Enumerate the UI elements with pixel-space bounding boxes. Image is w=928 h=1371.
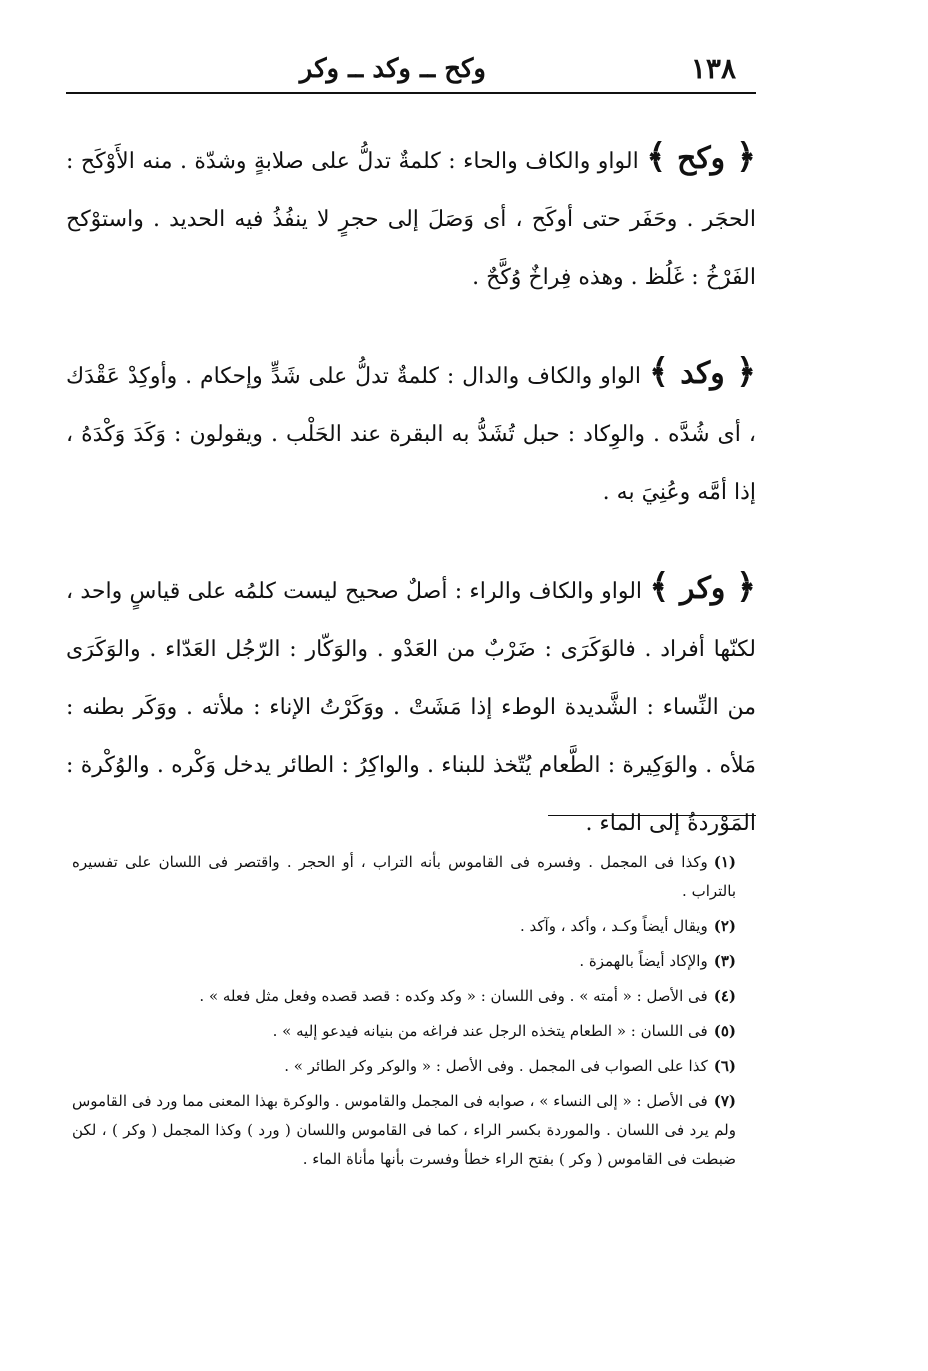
footnote — [72, 1017, 736, 1046]
entry-paragraph — [66, 128, 756, 307]
page-header — [66, 52, 756, 94]
footnote-text: فى الأصل : « أمته » . وفى اللسان : « وكد وكده : قصد قصده وفعل مثل فعله » . — [199, 987, 708, 1005]
entry-headword: ﴿ وكح ﴾ — [646, 137, 757, 177]
entry-text: الواو والكاف والحاء : كلمةٌ تدلُّ على صلابةٍ وشدّة . منه الأَوْكَح : الحجَر . وحَفَر حتى أوكَح ، أى وَصَلَ إلى حجرٍ لا ينفُذُ فيه الحديد . واستوْكح الفَرْخُ : غَلُظ . وهذه فِراخٌ وُكَّحٌ . — [66, 149, 756, 290]
footnote-number: (٧) — [713, 1092, 736, 1110]
footnote-text: فى الأصل : « إلى النساء » ، صوابه فى المجمل والقاموس . والوكرة بهذا المعنى مما ورد فى القاموس ولم يرد فى اللسان . والموردة بكسر الراء ، كما فى القاموس واللسان ( ورد ) وكذا المجمل ( وكر ) ، لكن ضبطت فى القاموس ( وكر ) بفتح الراء خطأ وفسرت بأنها مأناة الماء . — [72, 1092, 736, 1168]
footnote-number: (٣) — [713, 952, 736, 970]
entry-wkr — [66, 558, 756, 853]
footnote — [72, 912, 736, 941]
footnote-divider — [548, 815, 756, 816]
entry-paragraph — [66, 558, 756, 853]
footnote — [72, 1087, 736, 1174]
footnote-number: (١) — [713, 853, 736, 871]
footnote-number: (٦) — [713, 1057, 736, 1075]
footnote-text: فى اللسان : « الطعام يتخذه الرجل عند فراغه من بنيانه فيدعو إليه » . — [272, 1022, 708, 1040]
entry-wkh — [66, 128, 756, 307]
footnote — [72, 848, 736, 906]
dictionary-entries — [66, 128, 756, 889]
entry-headword: ﴿ وكر ﴾ — [649, 567, 757, 607]
page-number: ١٣٨ — [690, 52, 736, 85]
footnote-text: كذا على الصواب فى المجمل . وفى الأصل : « والوكر وكر الطائر » . — [284, 1057, 708, 1075]
footnote-text: والإكاد أيضاً بالهمزة . — [579, 952, 708, 970]
entry-text: الواو والكاف والراء : أصلٌ صحيح ليست كلمُه على قياسٍ واحد ، لكنّها أفراد . فالوَكَرَى : ضَرْبٌ من العَدْو . والوَكّار : الرّجُل العَدّاء . والوَكَرَى من النِّساء : الشَّديدة الوطء إذا مَشَتْ . ووَكَرْتُ الإناء : ملأته . ووَكَر بطنه : مَلأه . والوَكِيرة : الطَّعام يُتّخذ للبناء . والواكِرُ : الطائر يدخل وَكْره . والوُكْرة : المَوْردةُ إلى الماء . — [66, 579, 756, 836]
entry-text: الواو والكاف والدال : كلمةٌ تدلُّ على شَدٍّ وإحكام . وأوكِدْ عَقْدَك ، أى شُدَّه . والوِكاد : حبل تُشَدُّ به البقرة عند الحَلْب . ويقولون : وَكَدَ وَكْدَهُ ، إذا أمَّه وعُنِيَ به . — [66, 364, 756, 505]
footnote-text: وكذا فى المجمل . وفسره فى القاموس بأنه التراب ، أو الحجر . واقتصر فى اللسان على تفسيره بالتراب . — [72, 853, 736, 900]
footnotes — [72, 848, 736, 1180]
entry-headword: ﴿ وكد ﴾ — [648, 352, 756, 392]
footnote-text: ويقال أيضاً وكـد ، وأكد ، وآكد . — [519, 917, 708, 935]
footnote-number: (٥) — [713, 1022, 736, 1040]
footnote — [72, 982, 736, 1011]
footnote — [72, 1052, 736, 1081]
running-title: وكح ــ وكد ــ وكر — [299, 54, 486, 84]
entry-paragraph — [66, 343, 756, 522]
footnote-number: (٢) — [713, 917, 736, 935]
footnote — [72, 947, 736, 976]
entry-wkd — [66, 343, 756, 522]
footnote-number: (٤) — [713, 987, 736, 1005]
